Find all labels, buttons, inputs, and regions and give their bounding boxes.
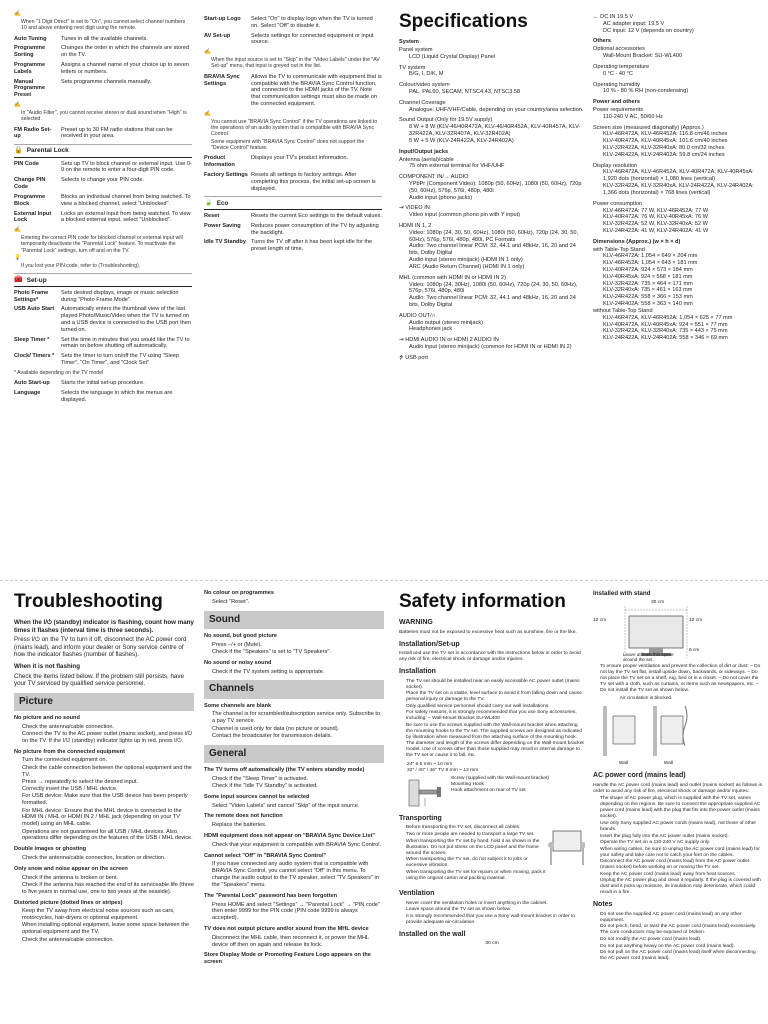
diagram-label: Wall: [663, 761, 674, 767]
safety-item: • Place the TV set on a stable, level surface to avoid it from falling down and cause personal injury or damage to the TV.: [406, 691, 585, 703]
problem-title: Distorted picture (dotted lines or stripes): [14, 899, 123, 906]
problem-title: No picture from the connected equipment: [14, 748, 125, 755]
usb-icon: ⭍: [399, 354, 406, 361]
setting-term: Auto Tuning: [14, 35, 47, 42]
setting-term: Photo Frame Settings*: [14, 289, 49, 303]
safety-item: • Unplug the AC power plug and clean it regularly. If the plug is covered with dust and it picks up moisture, its insulation may deteriorate, which could result in a fire.: [600, 878, 763, 896]
footnote: * Available depending on the TV model: [14, 369, 104, 376]
safety-item: • When wiring cables, be sure to unplug the AC power cord (mains lead) for your safety and take care not to catch your feet on the cables.: [600, 847, 763, 859]
spec-value: KLV-46R472A: 77 W, KLV-46R452A: 77 W KLV-40R472A: 76 W, KLV-40R45xA: 76 W KLV-32R422A: 52 W, KLV-32R40xA: 52 W KLV-24R422A: 41 W, KLV-24R402A: 41 W: [603, 207, 709, 234]
install-setup-heading: Installation/Set-up: [399, 640, 460, 648]
diagram-caption: Leave at least this space around the set.: [623, 651, 674, 663]
spec-value: 0 °C - 40 °C: [603, 70, 633, 77]
setting-definition: Displays your TV's product information.: [251, 155, 349, 162]
setting-row: [14, 390, 192, 404]
spec-value: Audio: Two channel linear PCM: 32, 44.1 and 48kHz, 16, 20 and 24 bits, Dolby Digital: [409, 243, 576, 257]
solution-item: • Disconnect the MHL cable, then reconnect it, or power the MHL device off then on again and release its lock.: [212, 935, 384, 949]
hint-icon: 💡: [14, 255, 21, 261]
intro-text: Check the items listed below. If the problem still persists, have your TV serviced by qualified service personnel.: [14, 672, 184, 688]
solution-item: • Check the antenna/cable connection.: [22, 937, 194, 944]
setting-term: Programme Labels: [14, 61, 46, 75]
note-icon: ✍: [204, 49, 211, 56]
spec-value: 8 W + 8 W (KLV-46/40R472A, KLV-46/40R452A, KLV-40R457A, KLV-32R422A, KLV-32R407A, KLV-32R402A): [409, 124, 581, 138]
safety-item: • Operate the TV set on a 110-240 V AC supply only.: [600, 840, 763, 846]
problem-title: Store Display Mode or Promoting Feature Logo appears on the screen: [204, 952, 371, 966]
spec-value: Audio output (stereo minijack): [409, 319, 483, 326]
dimension-label: 10 cm: [689, 617, 703, 623]
setting-definition: Resets all settings to factory settings. After completing this process, the initial set-up screen is displayed.: [251, 171, 376, 192]
blocked-airflow-illustration-icon: [601, 702, 691, 758]
troubleshooting-column-1: [14, 590, 194, 1022]
safety-item: • Never cover the ventilation holes or insert anything in the cabinet.: [406, 901, 585, 907]
spec-label: Operating humidity: [593, 81, 640, 88]
leaf-icon: 🍃: [204, 199, 213, 207]
spec-label: Colour/video system: [399, 82, 450, 89]
notes-heading: Notes: [593, 901, 613, 909]
solution-item: • Check the cable connection between the optional equipment and the TV.: [22, 765, 194, 779]
solution-item: • Replace the batteries.: [212, 822, 384, 829]
solution-item: • Check the antenna/cable connection.: [22, 724, 194, 731]
setting-definition: Selects the language in which the menus are displayed.: [61, 389, 173, 403]
safety-item: • The TV set should be installed near an easily accessible AC power outlet (mains socket).: [406, 679, 585, 691]
problem-title: No picture and no sound: [14, 714, 80, 721]
spec-label: Power requirements: [593, 106, 644, 113]
spec-value: KLV-46R472A, KLV-46R452A: 1,054 × 625 × 77 mm KLV-40R472A, KLV-40R45xA: 924 × 551 × 77 mm KLV-32R422A, KLV-32R40xA: 735 × 443 × 75 mm KLV-24R422A, KLV-24R402A: 558 × 346 × 69 mm: [603, 314, 733, 342]
spec-label: TV system: [399, 64, 426, 71]
safety-item: • Insert the plug fully into the AC power outlet (mains socket).: [600, 834, 763, 840]
specifications-column: [399, 10, 585, 576]
blocked-diagram: [601, 696, 763, 767]
problem-title: TV does not output picture and/or sound from the MHL device: [204, 925, 369, 932]
note-block: [204, 111, 382, 152]
channels-heading: Channels: [204, 680, 384, 698]
safety-title: Safety information: [399, 591, 566, 612]
installed-with-stand-heading: Installed with stand: [593, 590, 651, 597]
troubleshooting-title: Troubleshooting: [14, 591, 163, 612]
installed-on-wall-heading: Installed on the wall: [399, 930, 466, 938]
solution-item: • The channel is for scrambled/subscription service only. Subscribe to a pay TV service.: [212, 711, 384, 725]
safety-item: • When transporting the TV set by hand, hold it as shown in the illustration. Do not put stress on the LCD panel and the frame around the screen.: [406, 839, 547, 857]
safety-item: • When transporting the TV set for repairs or when moving, pack it using the original carton and packing material.: [406, 870, 547, 882]
note-text: • You cannot use "BRAVIA Sync Control" if the TV operations are linked to the operations of an audio system that is compatible with BRAVIA Sync Control.: [211, 119, 382, 138]
setting-term: Idle TV Standby: [204, 239, 246, 246]
spec-value: B/G, I, D/K, M: [409, 71, 444, 78]
setting-definition: Tunes in all the available channels.: [61, 35, 148, 42]
transporting-heading: Transporting: [399, 814, 442, 822]
solution-item: • For USB device: Make sure that the USB device has been properly formatted.: [22, 793, 194, 807]
spec-value: KLV-46R472A, KLV-46R452A, KLV-40R472A, KLV-40R45xA: 1,920 dots (horizontal) × 1,080 lines (vertical) KLV-32R422A, KLV-32R40xA, KLV-24R422A, KLV-24R402A: 1,366 dots (horizontal) × 768 lines (vertical): [603, 169, 754, 196]
spec-value: AC adapter input: 19.5 V: [603, 20, 665, 27]
solution-item: • Check if the TV system setting is appropriate.: [212, 669, 384, 676]
settings-column-1: [14, 8, 192, 576]
problem-title: No sound, but good picture: [204, 632, 278, 639]
safety-item: • Do not use the supplied AC power cord (mains lead) on any other equipment.: [600, 912, 763, 924]
problem-title: The TV turns off automatically (the TV enters standby mode): [204, 766, 365, 773]
diagram-label: Mounting Hook: [451, 781, 484, 787]
setting-term: FM Radio Set-up: [14, 126, 52, 140]
spec-label-text: HDMI AUDIO IN or HDMI 2 AUDIO IN: [405, 337, 499, 344]
solution-item: • Check if the "Sleep Timer" is activated.: [212, 776, 384, 783]
spec-label: Screen size (measured diagonally) (Approx.): [593, 124, 704, 131]
spec-label: MHL (common with HDMI IN or HDMI IN 2): [399, 274, 507, 281]
setting-definition: Allows the TV to communicate with equipment that is compatible with the BRAVIA Sync Control function, and connected to the HDMI jacks of the TV. Note that communication settings must also be made on the connected equipment.: [251, 73, 382, 107]
spec-value: ARC (Audio Return Channel) (HDMI IN 1 only): [409, 263, 525, 270]
safety-item: • Disconnect the AC power cord (mains lead) from the AC power outlet (mains socket) before working on or moving the TV set.: [600, 859, 763, 871]
setting-definition: Resets the current Eco settings to the default values.: [251, 212, 382, 219]
setting-definition: Sets up TV to block channel or external input. Use 0-9 on the remote to enter a four-digit PIN code.: [61, 160, 192, 174]
settings-column-2: [204, 16, 382, 576]
setting-row: [14, 45, 192, 59]
intro-question: When it is not flashing: [14, 662, 80, 670]
diagram-caption: Air circulation is blocked.: [619, 696, 673, 702]
stand-diagram: [593, 600, 763, 662]
setting-definition: Blocks an individual channel from being watched. To view a blocked channel, select "Unblocked".: [61, 193, 191, 207]
setting-row: [14, 161, 192, 175]
note-icon: ✍: [204, 110, 211, 117]
problem-title: Some channels are blank: [204, 702, 272, 709]
ventilation-heading: Ventilation: [399, 890, 435, 898]
solution-item: • Select "Video Labels" and cancel "Skip" of the input source.: [212, 803, 384, 810]
setting-definition: Turns the TV off after it has been kept idle for the preset length of time.: [251, 239, 373, 253]
safety-item: • The shape of AC power plug, which is supplied with the TV set, varies depending on the regions. Be sure to connect the appropriate supplied AC power cord (mains lead) with the plug that fits into the power outlet (mains socket).: [600, 796, 763, 820]
spec-value: Video input (common phono pin with Y input): [409, 212, 521, 219]
setting-term: Sleep Timer *: [14, 336, 50, 343]
spec-value: 5 W + 5 W (KLV-24R422A, KLV-24R402A): [409, 137, 514, 144]
spec-label: [399, 205, 585, 212]
dimension-label: 10 cm: [593, 617, 607, 623]
setting-term: Factory Settings: [204, 171, 248, 178]
solution-item: • Press HOME and select "Settings" → "Parental Lock" → "PIN code" then enter 9999 for the PIN code (PIN code 9999 is always accepted).: [212, 902, 384, 922]
solution-item: • Contact the broadcaster for transmission details.: [212, 733, 384, 740]
solution-item: • For MHL device: Ensure that the MHL device is connected to the HDMI IN / MHL or HDMI IN 2 / MHL jack (depending on your TV model) using an MHL cable.: [22, 808, 194, 828]
setting-definition: Starts the initial set-up procedure.: [61, 380, 145, 387]
setting-term: Clock/ Timers *: [14, 353, 55, 360]
solution-item: • Check that your equipment is compatible with BRAVIA Sync Control.: [212, 842, 384, 849]
solution-item: • Check the antenna/cable connection, location or direction.: [22, 855, 194, 862]
problem-title: Cannot select "Off" in "BRAVIA Sync Control": [204, 852, 327, 859]
spec-value: Analogue: UHF/VHF/Cable, depending on your country/area selection.: [409, 106, 584, 113]
problem-title: Double images or ghosting: [14, 846, 87, 853]
problem-title: The remote does not function: [204, 813, 283, 820]
install-setup-text: Install and use the TV set in accordance with the instructions below in order to avoid any risk of fire, electrical shock or damage and/or injuries.: [399, 651, 581, 663]
safety-item: • Be sure to use the screws supplied with the Wall-mount bracket when attaching the mounting hooks to the TV set. The supplied screws are designed as indicated by illustration when measured from the attaching surface of the mounting hook. The diameter and length of the screws differ depending on the Wall-mount bracket model. Use of screws other than those supplied may result in internal damage to the TV set or cause it to fall, etc.: [406, 723, 585, 759]
setting-row: [14, 306, 192, 333]
spec-value: YPbPr (Component Video): 1080p (50, 60Hz), 1080i (50, 60Hz), 720p (50, 60Hz), 576p, 576i, 480p, 480i: [409, 180, 582, 194]
safety-item: • Use only Sony supplied AC power cords (mains lead), not those of other brands.: [600, 821, 763, 833]
solution-item: • Operations are not guaranteed for all USB / MHL devices. Also, operations differ depending on the features of the USB / MHL device.: [22, 829, 194, 843]
setting-row: [204, 155, 382, 169]
spec-value: Audio input (stereo minijack) (HDMI IN 1 only): [409, 257, 523, 264]
spec-label: AUDIO OUT/∩: [399, 312, 436, 319]
note-block: [14, 102, 192, 123]
spec-label: with Table-Top Stand: [593, 246, 645, 253]
spec-value: 75 ohm external terminal for VHF/UHF: [409, 163, 505, 170]
spec-label: Display resolution: [593, 162, 638, 169]
lock-icon: 🔒: [14, 147, 23, 155]
spec-value: Wall-Mount Bracket: SU-WL400: [603, 53, 683, 60]
specifications-title: Specifications: [399, 11, 528, 32]
solution-item: • If you have connected any audio system that is compatible with BRAVIA Sync Control, you cannot select "Off" in this menu. To change the audio output to the TV speaker, select "TV Speakers" in the "Speakers" menu.: [212, 861, 384, 888]
screw-dimensions: 24" 6.5 mm ~ 10 mm 32" / 40" / 46" TV 8 mm ~ 12 mm: [407, 761, 479, 773]
wall-dimension: 30 cm: [485, 941, 499, 947]
problem-title: Only snow and noise appear on the screen: [14, 865, 128, 872]
setting-definition: Sets programme channels manually.: [61, 78, 152, 85]
spec-heading: Others: [593, 38, 612, 45]
intro-text: Press I/⏻ on the TV to turn it off, disconnect the AC power cord (mains lead), and inform your dealer or Sony service centre of how the indicator flashes (number of flashes).: [14, 636, 187, 659]
setting-term: Programme Block: [14, 193, 46, 207]
note-icon: ✍: [14, 227, 21, 234]
spec-heading: Power and others: [593, 99, 640, 106]
solution-item: • Press → repeatedly to select the desired input.: [22, 779, 194, 786]
setting-row: [14, 380, 192, 387]
solution-item: • When installing optional equipment, leave some space between the optional equipment and the TV.: [22, 922, 194, 936]
setting-term: External Input Lock: [14, 210, 52, 224]
safety-item: • Keep the AC power cord (mains lead) away from heat sources.: [600, 872, 763, 878]
safety-item: • Do not pinch, bend, or twist the AC power cord (mains lead) excessively. The core conductors may be exposed or broken.: [600, 924, 763, 936]
picture-heading: Picture: [14, 693, 194, 711]
setting-row: [14, 36, 192, 43]
section-title: Parental Lock: [26, 147, 69, 155]
setting-term: AV Set-up: [204, 32, 231, 39]
setting-row: [14, 353, 192, 367]
note-text: • When the input source is set to "Skip" in the "Video Labels" under the "AV Set-up" menu, that input is greyed out in the list.: [211, 57, 382, 70]
setting-definition: Automatically enters the thumbnail view of the last played Photo/Music/Video when the TV is turned on and a USB device is connected to the USB port then turned on.: [61, 306, 191, 333]
setting-row: [204, 213, 382, 220]
dimension-label: 30 cm: [651, 599, 665, 605]
spec-value: Audio input (phono jacks): [409, 194, 473, 201]
problem-title: No colour on programmes: [204, 590, 274, 596]
section-title: Set-up: [26, 276, 47, 284]
note-text: • Some equipment with "BRAVIA Sync Control" does not support the "Device Control" feature.: [211, 139, 382, 152]
setting-definition: Changes the order in which the channels are stored on the TV.: [61, 45, 190, 59]
solution-item: • Check if the antenna has reached the end of its serviceable life (three to five years in normal use, one to two years at the seaside).: [22, 882, 194, 896]
ac-power-text: Handle the AC power cord (mains lead) and outlet (mains socket) as follows in order to avoid any risk of fire, electrical shock or damage and/or injuries:: [593, 782, 763, 794]
setting-row: [14, 79, 192, 99]
spec-label: without Table-Top Stand: [593, 307, 653, 314]
setting-definition: Select "On" to display logo when the TV is turned on. Select "Off" to disable it.: [251, 16, 373, 29]
solution-item: • Correctly insert the USB / MHL device.: [22, 786, 194, 793]
safety-item: • Do not modify the AC power cord (mains lead).: [600, 937, 763, 943]
setting-row: [204, 172, 382, 192]
setting-row: [14, 127, 192, 141]
note-text: • In "Audio Filter", you cannot receive stereo or dual sound when "High" is selected.: [21, 110, 192, 123]
safety-item: • It is strongly recommended that you use a Sony wall-mount bracket in order to provide adequate air-circulation.: [406, 914, 585, 926]
setting-term: USB Auto Start: [14, 306, 55, 313]
carry-tv-illustration-icon: [547, 825, 585, 867]
problem-title: Some input sources cannot be selected: [204, 793, 310, 800]
solution-item: • Connect the TV to the AC power outlet (mains socket), and press I/⏻ on the TV. If the I/⏻ (standby) indicator lights up in red, press I/⏻.: [22, 731, 194, 745]
spec-label: Power consumption: [593, 200, 643, 207]
setting-row: [204, 74, 382, 108]
setting-term: BRAVIA Sync Settings: [204, 73, 240, 87]
installation-heading: Installation: [399, 668, 436, 676]
safety-item: • Before transporting the TV set, disconnect all cables.: [406, 825, 547, 831]
safety-item: • Leave space around the TV set as shown below.: [406, 907, 585, 913]
note-icon: ✍: [14, 102, 21, 108]
problem-title: The "Parental Lock" password has been forgotten: [204, 892, 338, 899]
setting-term: PIN Code: [14, 160, 39, 167]
setting-definition: Selects to change your PIN code.: [61, 177, 145, 184]
spec-label: [399, 337, 585, 344]
spec-label: [399, 355, 585, 362]
solution-item: • Select "Reset".: [212, 599, 384, 606]
dimension-label: 6 cm: [689, 647, 700, 653]
setting-term: Start-up Logo: [204, 16, 241, 22]
spec-value: Headphones jack: [409, 326, 453, 333]
screw-illustration-icon: [407, 776, 447, 810]
toolbox-icon: 🧰: [14, 276, 23, 284]
solution-item: • Turn the connected equipment on.: [22, 757, 194, 764]
diagram-label: Screw (supplied with the Wall-mount bracket): [451, 775, 549, 781]
note-text: • Entering the correct PIN code for blocked channel or external input will temporarily deactivate the "Parental Lock" feature. To reactivate the "Parental Lock" settings, turn off and on the TV.: [21, 235, 192, 254]
safety-item: • Only qualified service personnel should carry out wall installations.: [406, 704, 585, 710]
spec-label-text: VIDEO IN: [405, 205, 430, 212]
specifications-column-2: [593, 14, 763, 576]
warning-heading: WARNING: [399, 619, 433, 627]
safety-column-2: [593, 590, 763, 1022]
spec-value: DC input: 12 V (depends on country): [603, 27, 694, 34]
setting-definition: Locks an external input from being watched. To view a blocked external input, select "Unblocked".: [61, 210, 191, 224]
solution-item: • Check if the antenna is broken or bent.: [22, 875, 194, 882]
screw-diagram: [407, 776, 585, 810]
setting-term: Change PIN Code: [14, 177, 46, 191]
setting-row: [14, 337, 192, 351]
setting-definition: Preset up to 30 FM radio stations that can be received in your area.: [61, 126, 173, 140]
setting-row: [14, 62, 192, 76]
setting-row: [204, 239, 382, 253]
solution-item: • Check if the "Idle TV Standby" is activated.: [212, 783, 384, 790]
troubleshooting-column-2: [204, 590, 384, 1022]
section-title: Eco: [216, 199, 229, 207]
spec-value: Audio: Two channel linear PCM: 32, 44.1 and 48kHz, 16, 20 and 24 bits, Dolby Digital: [409, 295, 576, 308]
spec-value: 110-240 V AC, 50/60 Hz: [603, 113, 663, 120]
setting-term: Manual Programme Preset: [14, 78, 46, 99]
setting-definition: Selects settings for connected equipment or input source.: [251, 32, 374, 46]
intro-bold: When the I/⏻ (standby) indicator is flashing, count how many times it flashes (interval time is three seconds).: [14, 619, 194, 634]
safety-item: • Two or more people are needed to transport a large TV set.: [406, 832, 547, 838]
page-divider: [0, 580, 768, 581]
general-heading: General: [204, 745, 384, 763]
warning-text: Batteries must not be exposed to excessive heat such as sunshine, fire or the like.: [399, 629, 577, 635]
setting-row: [204, 16, 382, 30]
setting-row: [14, 290, 192, 304]
parental-lock-heading: [14, 144, 192, 158]
spec-label: Channel Coverage: [399, 99, 446, 106]
safety-item: • For safety reasons, it is strongly recommended that you use Sony accessories, including: – Wall-Mount Bracket SU-WL400: [406, 710, 585, 722]
note-block: [204, 49, 382, 70]
solution-item: • Channel is used only for data (no picture or sound).: [212, 726, 384, 733]
spec-label: Panel system: [399, 46, 433, 53]
spec-heading: Input/Output jacks: [399, 148, 449, 155]
solution-item: • Press −/+ or (Mute).: [212, 642, 384, 649]
solution-item: • Check if the "Speakers" is set to "TV Speakers".: [212, 649, 384, 656]
setting-term: Power Saving: [204, 222, 241, 229]
diagram-label: Wall: [618, 761, 629, 767]
spec-heading: System: [399, 39, 419, 46]
safety-item: • Do not put anything heavy on the AC power cord (mains lead).: [600, 944, 763, 950]
setting-row: [14, 211, 192, 225]
setup-heading: [14, 273, 192, 287]
spec-label: ← DC IN 19.5 V: [593, 14, 634, 20]
ac-power-cord-heading: AC power cord (mains lead): [593, 771, 686, 779]
setting-row: [14, 177, 192, 191]
diagram-label: Hook attachment on rear of TV set: [451, 787, 526, 793]
safety-column-1: [399, 590, 585, 1022]
note-block: [14, 11, 192, 32]
spec-value: LCD (Liquid Crystal Display) Panel: [409, 53, 496, 60]
setting-term: Reset: [204, 212, 220, 219]
problem-title: No sound or noisy sound: [204, 659, 272, 666]
setting-definition: Reduces power consumption of the TV by adjusting the backlight.: [251, 222, 379, 236]
safety-item: • Do not pull on the AC power cord (mains lead) itself when disconnecting the AC power cord (mains lead).: [600, 950, 763, 962]
eco-heading: [204, 196, 382, 210]
note-block: [14, 227, 192, 269]
spec-value: PAL, PAL60, SECAM, NTSC4.43, NTSC3.58: [409, 89, 521, 96]
note-icon: ✍: [14, 11, 21, 17]
spec-value: Video: 1080p (24, 30Hz), 1080i (50, 60Hz), 720p (24, 30, 50, 60Hz), 576p, 576i, 480p, 480i: [409, 281, 578, 295]
safety-item: • To ensure proper ventilation and prevent the collection of dirt or dust: – Do not lay the TV set flat, install upside down, backwards, or sideways. – Do not place the TV set on a shelf, rug, bed or in a closet. – Do not cover the TV set with a cloth, such as curtains, or items such as newspapers, etc. – Do not install the TV set as shown below.: [600, 664, 763, 694]
note-text: • If you lost your PIN code, refer to (Troubleshooting).: [21, 263, 192, 269]
spec-label-text: USB port: [405, 354, 428, 361]
setting-definition: Sets the timer to turn on/off the TV using "Sleep Timer", "On Timer", and "Clock Set": [61, 353, 180, 366]
setting-term: Auto Start-up: [14, 380, 50, 387]
spec-label: Operating temperature: [593, 63, 650, 70]
spec-label: HDMI IN 1, 2: [399, 223, 432, 230]
setting-term: Product Information: [204, 155, 235, 169]
setting-definition: Assigns a channel name of your choice up to seven letters or numbers.: [61, 61, 189, 75]
note-text: • When "1 Digit Direct" is set to "On", you cannot select channel numbers 10 and above entering next digit using the remote.: [21, 19, 192, 32]
video-input-icon: ⇥: [399, 205, 406, 212]
spec-label: Optional accessories: [593, 46, 645, 53]
spec-value: Audio input (stereo minijack) (common for HDMI IN or HDMI IN 2): [409, 344, 572, 351]
spec-value: Video: 1080p (24, 30, 50, 60Hz), 1080i (50, 60Hz), 720p (24, 30, 50, 60Hz), 576p, 576i, 480p, 480i, PC Formats: [409, 229, 579, 243]
setting-definition: Set the time in minutes that you would like the TV to remain on before shutting off automatically.: [61, 336, 190, 350]
spec-value: 10 % - 80 % RH (non-condensing): [603, 88, 689, 95]
spec-label: Antenna (aerial)/cable: [399, 156, 454, 163]
setting-row: [204, 223, 382, 237]
setting-definition: Sets desired displays, image or music selection during "Photo Frame Mode".: [61, 289, 179, 303]
sound-heading: Sound: [204, 611, 384, 629]
spec-value: KLV-46R472A, KLV-46R452A: 116.8 cm/46 inches KLV-40R472A, KLV-40R45xA: 101.6 cm/40 inches KLV-32R422A, KLV-32R40xA: 80.0 cm/32 inches KLV-24R422A, KLV-24R402A: 59.8 cm/24 inches: [603, 131, 728, 158]
spec-value: KLV-46R472A: 1,054 × 649 × 204 mm KLV-46R452A: 1,054 × 643 × 181 mm KLV-40R472A: 924 × 573 × 184 mm KLV-40R45xA: 924 × 568 × 181 mm KLV-32R422A: 735 × 464 × 171 mm KLV-32R40xA: 735 × 461 × 163 mm KLV-24R422A: 558 × 366 × 153 mm KLV-24R402A: 558 × 363 × 140 mm: [603, 253, 698, 308]
spec-label: COMPONENT IN/→ AUDIO: [399, 174, 469, 181]
solution-item: • Keep the TV away from electrical noise sources such as cars, motorcycles, hair-dryers or optional equipment.: [22, 908, 194, 922]
spec-heading: Dimensions (Approx.) (w × h × d): [593, 238, 681, 245]
setting-term: Language: [14, 389, 41, 396]
problem-title: HDMI equipment does not appear on "BRAVIA Sync Device List": [204, 833, 375, 839]
setting-term: Programme Sorting: [14, 45, 46, 59]
safety-item: • When transporting the TV set, do not subject it to jolts or excessive vibration.: [406, 857, 547, 869]
spec-label: Sound Output (Only for 19.5V supply): [399, 117, 493, 124]
setting-row: [14, 194, 192, 208]
hdmi-audio-icon: ⇥: [399, 337, 406, 344]
setting-row: [204, 33, 382, 47]
